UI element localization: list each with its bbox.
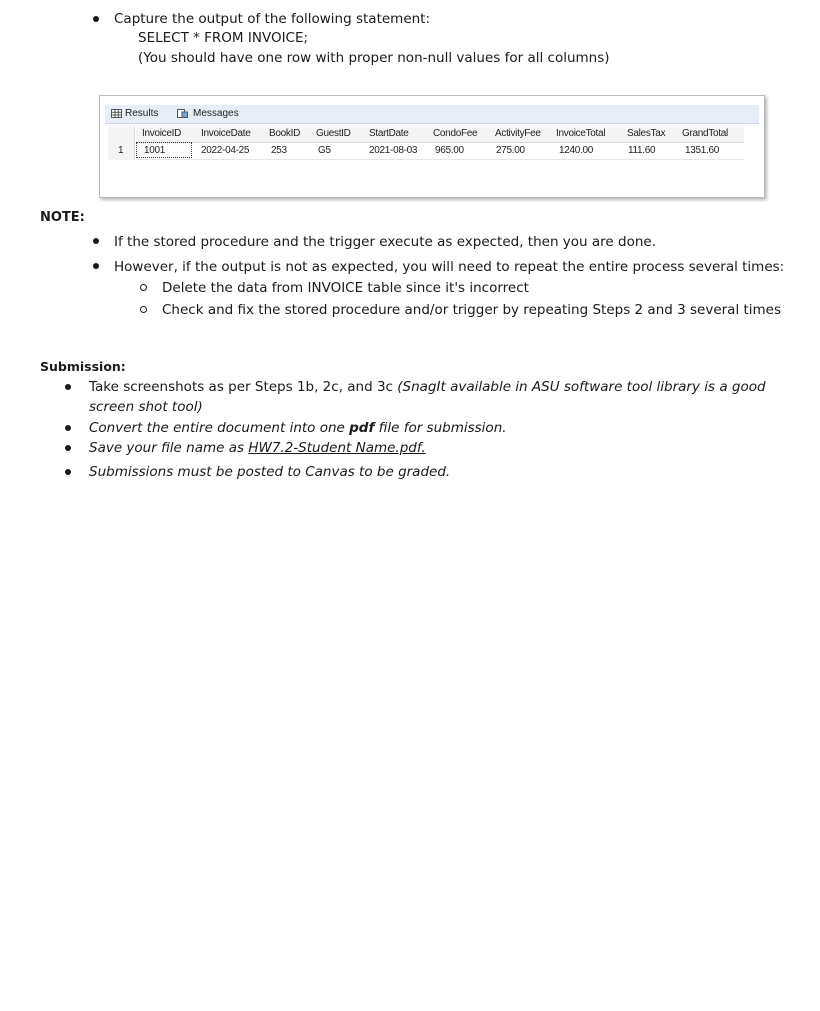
note-subitem: Check and fix the stored procedure and/or trigger by repeating Steps 2 and 3 several times [162, 302, 782, 318]
table-cell[interactable]: G5 [318, 145, 331, 156]
submission-item-text: Convert the entire document into one [89, 420, 350, 436]
table-cell[interactable]: 275.00 [496, 145, 525, 156]
bullet [65, 425, 71, 431]
messages-icon [177, 109, 188, 118]
tab-results[interactable]: Results [125, 108, 159, 119]
col-header: SalesTax [627, 128, 666, 139]
submission-item [89, 419, 507, 437]
row-number: 1 [118, 145, 124, 156]
sub-bullet [140, 306, 147, 313]
col-header: GuestID [316, 128, 351, 139]
note-heading: NOTE: [40, 210, 85, 225]
table-cell[interactable]: 1001 [144, 145, 166, 156]
submission-item [89, 439, 426, 457]
note-item: If the stored procedure and the trigger execute as expected, then you are done. [114, 234, 657, 250]
submission-item-note: (SnagIt available in ASU software tool library is a good [397, 379, 766, 395]
table-cell[interactable]: 253 [271, 145, 287, 156]
intro-note: (You should have one row with proper non-null values for all columns) [138, 50, 610, 66]
table-cell[interactable]: 965.00 [435, 145, 464, 156]
submission-item-text: Take screenshots as per Steps 1b, 2c, and 3c [89, 379, 398, 395]
col-header: InvoiceTotal [556, 128, 606, 139]
col-header: CondoFee [433, 128, 478, 139]
col-header: InvoiceDate [201, 128, 251, 139]
table-cell[interactable]: 2022-04-25 [201, 145, 250, 156]
col-header: StartDate [369, 128, 409, 139]
sql-statement: SELECT * FROM INVOICE; [138, 30, 309, 46]
bullet [65, 384, 71, 390]
table-cell[interactable]: 1351.60 [685, 145, 720, 156]
col-header: BookID [269, 128, 300, 139]
results-grid-screenshot [99, 95, 765, 198]
note-subitem: Delete the data from INVOICE table since it's incorrect [162, 280, 529, 296]
sub-bullet [140, 284, 147, 291]
bullet [65, 445, 71, 451]
bullet [65, 469, 71, 475]
tab-messages[interactable]: Messages [193, 108, 239, 119]
table-cell[interactable]: 1240.00 [559, 145, 594, 156]
grid-icon [111, 109, 122, 118]
pdf-keyword: pdf [349, 420, 375, 436]
col-header: ActivityFee [495, 128, 541, 139]
results-tabs [105, 105, 759, 124]
bullet [93, 238, 99, 244]
col-header: InvoiceID [142, 128, 181, 139]
submission-item-text: file for submission. [374, 420, 507, 436]
col-header: GrandTotal [682, 128, 728, 139]
note-item: However, if the output is not as expected, you will need to repeat the entire process several times: [114, 259, 785, 275]
table-cell[interactable]: 111.60 [628, 145, 656, 156]
file-name-link[interactable]: HW7.2-Student Name.pdf. [248, 440, 426, 456]
intro-text: Capture the output of the following statement: [114, 11, 431, 27]
submission-item: Submissions must be posted to Canvas to be graded. [89, 464, 451, 480]
submission-item-note-cont: screen shot tool) [89, 399, 203, 415]
submission-heading: Submission: [40, 359, 126, 374]
bullet [93, 263, 99, 269]
table-cell[interactable]: 2021-08-03 [369, 145, 418, 156]
submission-item [89, 378, 766, 396]
bullet [93, 16, 99, 22]
submission-item-text: Save your file name as [89, 440, 249, 456]
